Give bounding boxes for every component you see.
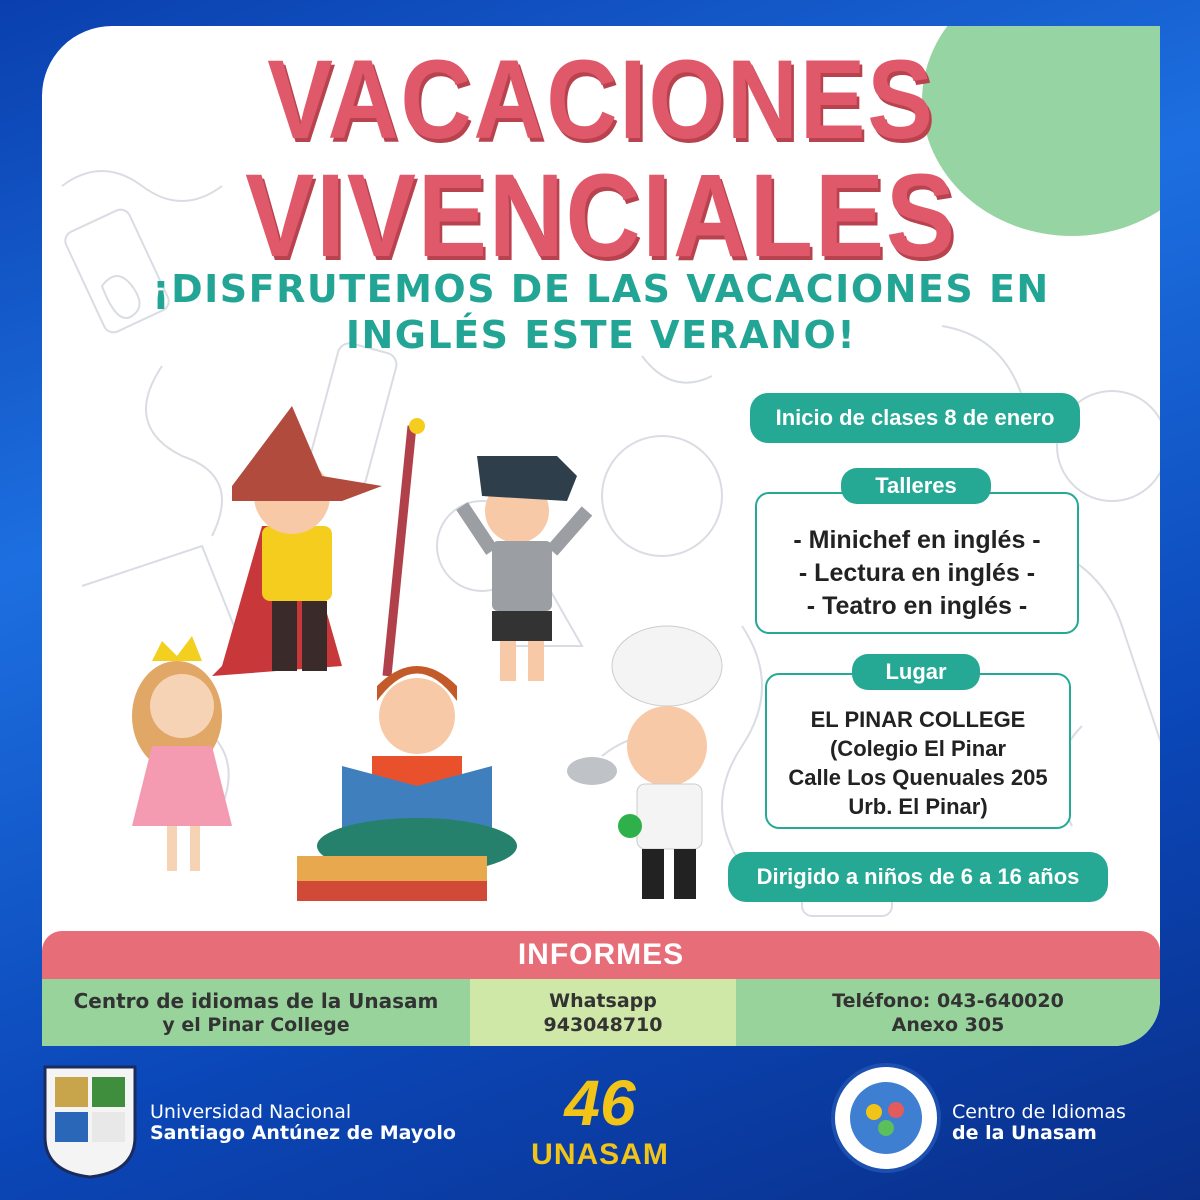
- whatsapp-cell: [470, 979, 736, 1046]
- lugar-line: (Colegio El Pinar: [829, 736, 1007, 761]
- taller-item: - Teatro en inglés -: [806, 592, 1028, 620]
- informes-bar: INFORMES: [42, 931, 1160, 979]
- chef-illustration: [567, 626, 722, 899]
- anexo-text: Anexo 305: [891, 1013, 1005, 1036]
- whatsapp-label: Whatsapp: [549, 989, 657, 1012]
- lugar-line: Calle Los Quenuales 205: [788, 765, 1048, 790]
- anniversary-logo: [525, 1068, 675, 1180]
- telefono-text[interactable]: Teléfono: 043-640020: [832, 989, 1064, 1012]
- subtitle-line-2: INGLÉS ESTE VERANO!: [345, 313, 857, 357]
- talleres-label: Talleres: [841, 468, 991, 504]
- university-line-1: Universidad Nacional: [150, 1101, 352, 1123]
- poster-card: [42, 26, 1160, 1046]
- title-line-1: VACACIONES: [267, 37, 935, 162]
- subtitle-line-1: ¡DISFRUTEMOS DE LAS VACACIONES EN: [152, 267, 1050, 311]
- kids-illustration: [82, 386, 762, 906]
- anniversary-brand: UNASAM: [531, 1138, 669, 1171]
- university-line-2: Santiago Antúnez de Mayolo: [150, 1122, 456, 1144]
- dirigido-pill: [728, 852, 1108, 902]
- centro-line-2: y el Pinar College: [162, 1013, 350, 1036]
- lugar-line: Urb. El Pinar): [848, 794, 988, 819]
- centro-idiomas-line-2: de la Unasam: [952, 1122, 1097, 1144]
- pirate-kid-illustration: [462, 456, 587, 681]
- subtitle: [122, 266, 1080, 358]
- centro-idiomas-logo: [830, 1062, 942, 1174]
- unasam-shield-logo: [40, 1062, 140, 1180]
- reading-kid-illustration: [297, 666, 517, 901]
- anniversary-number: 46: [564, 1067, 636, 1139]
- centro-line-1: Centro de idiomas de la Unasam: [73, 988, 439, 1013]
- inicio-clases-text: Inicio de clases 8 de enero: [775, 405, 1055, 430]
- centro-idiomas-line-1: Centro de Idiomas: [952, 1101, 1126, 1123]
- lugar-box: [765, 673, 1071, 829]
- telefono-cell: [736, 979, 1160, 1046]
- dirigido-text: Dirigido a niños de 6 a 16 años: [756, 864, 1080, 889]
- centro-cell: [42, 979, 470, 1046]
- inicio-clases-pill: [750, 393, 1080, 443]
- lugar-label: Lugar: [852, 654, 980, 690]
- university-name: [150, 1102, 456, 1144]
- whatsapp-number[interactable]: 943048710: [543, 1013, 663, 1036]
- centro-idiomas-name: [952, 1102, 1126, 1144]
- lugar-line: EL PINAR COLLEGE: [810, 707, 1026, 732]
- wizard-kid-illustration: [212, 406, 425, 676]
- talleres-box: [755, 492, 1079, 634]
- taller-item: - Minichef en inglés -: [793, 526, 1041, 554]
- taller-item: - Lectura en inglés -: [798, 559, 1036, 587]
- title-line-2: VIVENCIALES: [245, 150, 957, 282]
- informes-row: [42, 979, 1160, 1046]
